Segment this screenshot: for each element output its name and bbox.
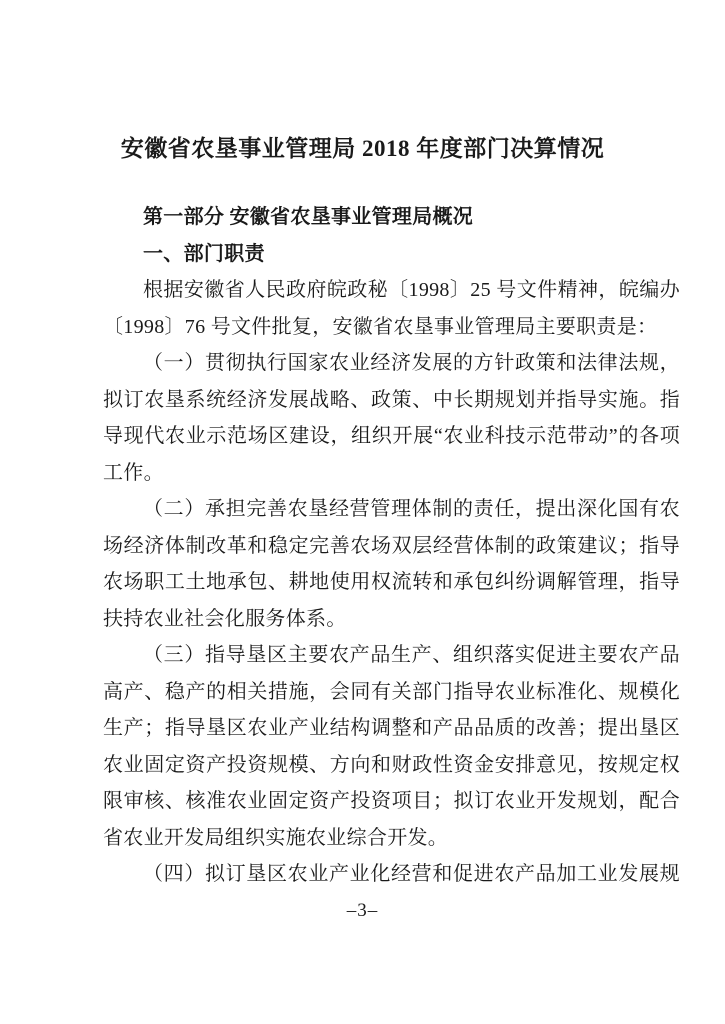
- text-line: 场经济体制改革和稳定完善农场双层经营体制的政策建议；指导: [103, 534, 680, 557]
- page-number: –3–: [346, 900, 379, 921]
- text-line: 限审核、核准农业固定资产投资项目；拟订农业开发规划，配合: [103, 790, 680, 812]
- text-line: 导现代农业示范场区建设，组织开展“农业科技示范带动”的各项: [103, 425, 680, 447]
- text-line: （二）承担完善农垦经营管理体制的责任，提出深化国有农: [143, 498, 680, 520]
- text-line: （四）拟订垦区农业产业化经营和促进农产品加工业发展规: [143, 863, 680, 885]
- text-line: 一、部门职责: [143, 242, 265, 265]
- text-line: 工作。: [103, 461, 164, 484]
- document-body: [103, 199, 680, 893]
- text-line: 农场职工土地承包、耕地使用权流转和承包纠纷调解管理，指导: [103, 571, 680, 593]
- text-line: 〔1998〕76 号文件批复，安徽省农垦事业管理局主要职责是：: [103, 315, 658, 338]
- text-line: 扶持农业社会化服务体系。: [103, 607, 347, 630]
- text-line: 根据安徽省人民政府皖政秘〔1998〕25 号文件精神，皖编办: [143, 279, 680, 301]
- text-line: 第一部分 安徽省农垦事业管理局概况: [143, 206, 474, 228]
- text-line: （一）贯彻执行国家农业经济发展的方针政策和法律法规，: [143, 352, 680, 374]
- text-line: 农业固定资产投资规模、方向和财政性资金安排意见，按规定权: [103, 753, 680, 776]
- text-line: 拟订农垦系统经济发展战略、政策、中长期规划并指导实施。指: [103, 388, 680, 411]
- text-line: （三）指导垦区主要农产品生产、组织落实促进主要农产品: [143, 644, 680, 666]
- text-line: 省农业开发局组织实施农业综合开发。: [103, 826, 449, 849]
- text-line: 生产；指导垦区农业产业结构调整和产品品质的改善；提出垦区: [103, 717, 680, 739]
- document-title: 安徽省农垦事业管理局 2018 年度部门决算情况: [120, 136, 605, 161]
- text-line: 高产、稳产的相关措施，会同有关部门指导农业标准化、规模化: [103, 680, 680, 703]
